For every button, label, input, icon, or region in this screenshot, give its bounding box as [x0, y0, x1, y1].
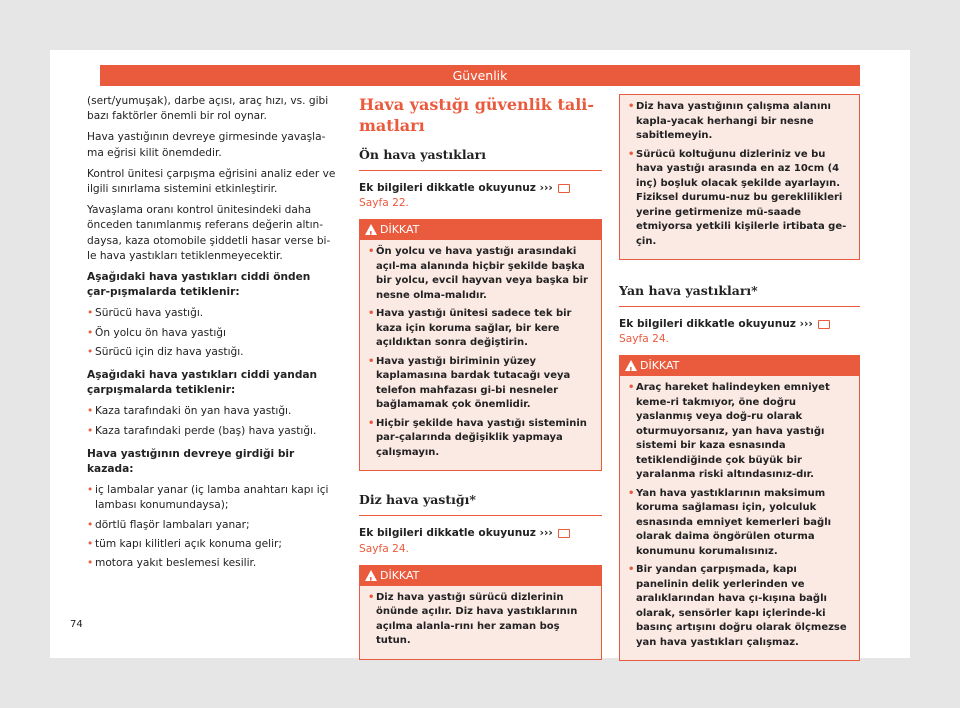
warning-triangle-icon [365, 570, 377, 581]
book-icon [558, 184, 570, 193]
column-left [87, 94, 337, 575]
side-crash-list [87, 404, 337, 438]
section-header: Güvenlik [100, 65, 860, 86]
warning-header: ! DİKKAT [360, 566, 601, 586]
front-crash-heading: Aşağıdaki hava yastıkları ciddi önden çar-pışmalarda tetiklenir: [87, 271, 311, 299]
warning-box-continued [619, 94, 860, 260]
list-item: • Ön yolcu ön hava yastığı [87, 326, 337, 341]
section-title-front-airbags: Ön hava yastıkları [359, 146, 602, 171]
list-item: • Hava yastığı biriminin yüzey kaplamasına bardak tutacağı veya telefon mahfazası gi-bi nesneler bağlamamak çok önemlidir. [368, 355, 593, 413]
list-item: • Kaza tarafındaki ön yan hava yastığı. [87, 404, 337, 419]
page-link[interactable]: Sayfa 22. [359, 197, 409, 210]
warning-triangle-icon [365, 224, 377, 235]
warning-triangle-icon [625, 360, 637, 371]
list-item: • Kaza tarafındaki perde (baş) hava yastığı. [87, 424, 337, 439]
paragraph: Yavaşlama oranı kontrol ünitesindeki daha önceden tanımlanmış referans değerin altın-daysa, kaza otomobile şiddetli hasar verse bi-le hava yastıkları tetiklenmeyecektir. [87, 204, 331, 262]
column-middle [359, 94, 602, 672]
book-icon [558, 529, 570, 538]
page-link[interactable]: Sayfa 24. [619, 333, 669, 346]
read-note: Ek bilgileri dikkatle okuyunuz ››› Sayfa 24. [619, 317, 860, 347]
list-item: • Hava yastığı ünitesi sadece tek bir kaza için koruma sağlar, bir kere açıldıktan sonra değiştirin. [368, 307, 593, 351]
list-item: • Sürücü hava yastığı. [87, 306, 337, 321]
trigger-heading: Hava yastığının devreye girdiği bir kazada: [87, 447, 295, 476]
list-item: • Sürücü koltuğunu dizleriniz ve bu hava yastığı arasında en az 10cm (4 inç) boşluk olacak şekilde ayarlayın. Fiziksel durumu-nuz bu gereklilikleri yerine getirmenize mü-saade etmiyorsa yetkili kişilerle irtibata ge-çin. [628, 148, 851, 250]
page-number: 74 [70, 619, 83, 630]
section-title-side-airbags: Yan hava yastıkları* [619, 282, 860, 307]
list-item: • tüm kapı kilitleri açık konuma gelir; [87, 537, 337, 552]
list-item: • motora yakıt beslemesi kesilir. [87, 556, 337, 571]
side-crash-heading: Aşağıdaki hava yastıkları ciddi yandan çarpışmalarda tetiklenir: [87, 369, 318, 397]
warning-header: ! DİKKAT [360, 220, 601, 240]
warning-header: ! DİKKAT [620, 356, 859, 376]
read-note: Ek bilgileri dikkatle okuyunuz ››› Sayfa 24. [359, 526, 602, 556]
list-item: • Hiçbir şekilde hava yastığı sisteminin par-çalarında değişiklik yapmaya çalışmayın. [368, 417, 593, 461]
list-item: • Diz hava yastığı sürücü dizlerinin önünde açılır. Diz hava yastıklarının açılma alanla-rını her zaman boş tutun. [368, 591, 593, 649]
page-title: Hava yastığı güvenlik tali-matları [359, 95, 594, 135]
list-item: • Ön yolcu ve hava yastığı arasındaki açıl-ma alanında hiçbir şekilde başka bir yolcu, evcil hayvan veya başka bir nesne olma-malıdır. [368, 245, 593, 303]
list-item: • Araç hareket halindeyken emniyet keme-ri takmıyor, öne doğru yaslanmış veya doğ-ru olarak oturmuyorsanız, yan hava yastığı sistemi bir kaza esnasında tetiklendiğinde çok büyük bir yaralanma riski altındasınız-dır. [628, 381, 851, 483]
paragraph: (sert/yumuşak), darbe açısı, araç hızı, vs. gibi bazı faktörler önemli bir rol oynar. [87, 95, 329, 123]
list-item: • Yan hava yastıklarının maksimum koruma sağlaması için, yolculuk esnasında emniyet kemerleri bağlı olarak daima öngörülen oturma konumunu korumalısınız. [628, 487, 851, 560]
list-item: • dörtlü flaşör lambaları yanar; [87, 518, 337, 533]
page-link[interactable]: Sayfa 24. [359, 542, 409, 555]
front-crash-list [87, 306, 337, 360]
section-title-knee-airbag: Diz hava yastığı* [359, 491, 602, 516]
list-item: • iç lambalar yanar (iç lamba anahtarı kapı içi lambası konumundaysa); [87, 483, 337, 513]
read-note: Ek bilgileri dikkatle okuyunuz ››› Sayfa 22. [359, 181, 602, 211]
warning-box [619, 355, 860, 661]
list-item: • Diz hava yastığının çalışma alanını kapla-yacak herhangi bir nesne sabitlemeyin. [628, 100, 851, 144]
list-item: • Sürücü için diz hava yastığı. [87, 345, 337, 360]
warning-box [359, 219, 602, 471]
book-icon [818, 320, 830, 329]
list-item: • Bir yandan çarpışmada, kapı panelinin delik yerlerinden ve aralıklarından hava çı-kışına bağlı olarak, sensörler kapı içlerinde-ki basınç artışını doğru olarak ölçmezse yan hava yastıkları çalışmaz. [628, 563, 851, 650]
column-right [619, 94, 860, 673]
trigger-list [87, 483, 337, 571]
paragraph: Kontrol ünitesi çarpışma eğrisini analiz eder ve ilgili sınırlama sistemini etkinleştirir. [87, 167, 336, 196]
paragraph: Hava yastığının devreye girmesinde yavaşla-ma eğrisi kilit önemdedir. [87, 131, 326, 159]
warning-box [359, 565, 602, 660]
